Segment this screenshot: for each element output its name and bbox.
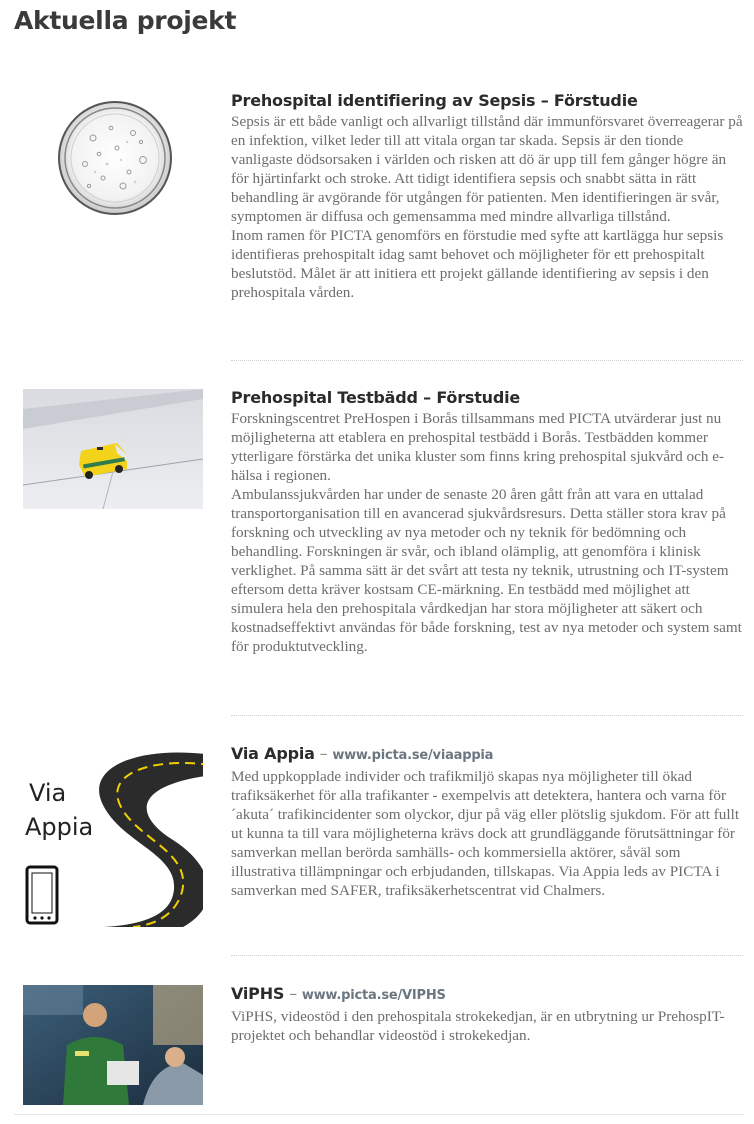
project-title[interactable]: Prehospital identifiering av Sepsis – Förstudie <box>231 91 638 110</box>
appia-text: Appia <box>25 813 94 841</box>
via-text: Via <box>29 779 67 807</box>
project-description: ViPHS, videostöd i den prehospitala strokekedjan, är en utbrytning ur PrehospIT-projektet och behandlar videostöd i strokekedjan. <box>231 1008 725 1044</box>
sepsis-thumbnail <box>23 98 203 216</box>
project-via-appia <box>0 743 754 943</box>
project-title-text[interactable]: Via Appia <box>231 744 315 763</box>
via-appia-content <box>231 743 745 900</box>
divider <box>231 715 743 716</box>
project-link[interactable]: www.picta.se/viaappia <box>332 748 494 763</box>
road-phone-logo <box>23 745 203 927</box>
viphs-content <box>231 983 745 1045</box>
glass-dish-image <box>23 98 203 216</box>
paramedic-photo <box>23 985 203 1105</box>
divider <box>231 360 743 361</box>
project-sepsis <box>0 90 754 350</box>
project-title <box>231 983 745 1007</box>
title-separator: – <box>314 744 333 763</box>
project-title[interactable]: Prehospital Testbädd – Förstudie <box>231 388 521 407</box>
testbadd-thumbnail <box>23 389 203 509</box>
project-description: Med uppkopplade individer och trafikmiljö skapas nya möjligheter till ökad trafiksäkerhet för alla trafikanter - exempelvis att detektera, hantera och varna för ´akuta´ trafikincidenter som olyckor, djur på väg eller plötslig sjukdom. För att fullt ut kunna ta till vara möjligheterna krävs dock att grundläggande förutsättningar för samverkan mellan berörda samhälls- och kommersiella aktörer, såväl som illustrativa tillämpningar och erbjudanden, tillskapas. Via Appia leds av PICTA i samverkan med SAFER, trafiksäkerhetscentrat vid Chalmers. <box>231 768 740 899</box>
project-title <box>231 743 745 767</box>
divider <box>231 955 743 956</box>
project-viphs <box>0 983 754 1107</box>
smartphone-icon <box>27 867 57 923</box>
page-title: Aktuella projekt <box>14 6 237 35</box>
project-link[interactable]: www.picta.se/VIPHS <box>301 988 446 1003</box>
project-testbadd <box>0 387 754 687</box>
title-separator: – <box>284 984 302 1003</box>
project-description: Ambulanssjukvården har under de senaste 20 åren gått från att vara en uttalad transportorganisation till en avancerad sjukvårdsresurs. Detta ställer stora krav på forskning och utveckling av nya metoder och ny teknik för bedömning och behandling. Forskningen är svår, och ibland olämplig, att genomföra i klinisk verklighet. På samma sätt är det svårt att testa ny teknik, utrustning och IT-system eftersom detta kräver kostsam CE-märkning. En testbädd med möjlighet att simulera hela den prehospitala vårdkedjan har stora möjligheter att säkert och kostnadseffektivt användas för både forskning, test av nya metoder och system samt för produktutveckling. <box>231 486 742 655</box>
testbadd-content <box>231 387 745 656</box>
project-description: Sepsis är ett både vanligt och allvarligt tillstånd där immunförsvaret överreagerar på en infektion, vilket leder till att vitala organ tar skada. Sepsis är den tionde vanligaste dödsorsaken i världen och risken att dö är upp till fem gånger högre än för hjärtinfarkt och stroke. Att tidigt identifiera sepsis och snabbt sätta in rätt behandling är avgörande för utgången för patienten. Men identifieringen är svår, symptomen är diffusa och gemensamma med mindre allvarliga tillstånd. <box>231 113 743 225</box>
project-description: Inom ramen för PICTA genomförs en förstudie med syfte att kartlägga hur sepsis identifieras prehospitalt idag samt behovet och möjligheter för ett prehospitalt beslutstöd. Målet är att initiera ett projekt gällande identifiering av sepsis i den prehospitala vården. <box>231 227 724 301</box>
project-description: Forskningscentret PreHospen i Borås tillsammans med PICTA utvärderar just nu möjligheterna att etablera en prehospital testbädd i Borås. Testbädden kommer ytterligare förstärka det unika kluster som finns kring prehospital sjukvård och e-hälsa i regionen. <box>231 410 725 484</box>
bottom-divider <box>14 1114 744 1115</box>
project-title-text[interactable]: ViPHS <box>231 984 285 1003</box>
sepsis-content <box>231 90 745 302</box>
ambulance-image <box>23 389 203 509</box>
via-appia-thumbnail <box>23 745 203 927</box>
viphs-thumbnail <box>23 985 203 1105</box>
